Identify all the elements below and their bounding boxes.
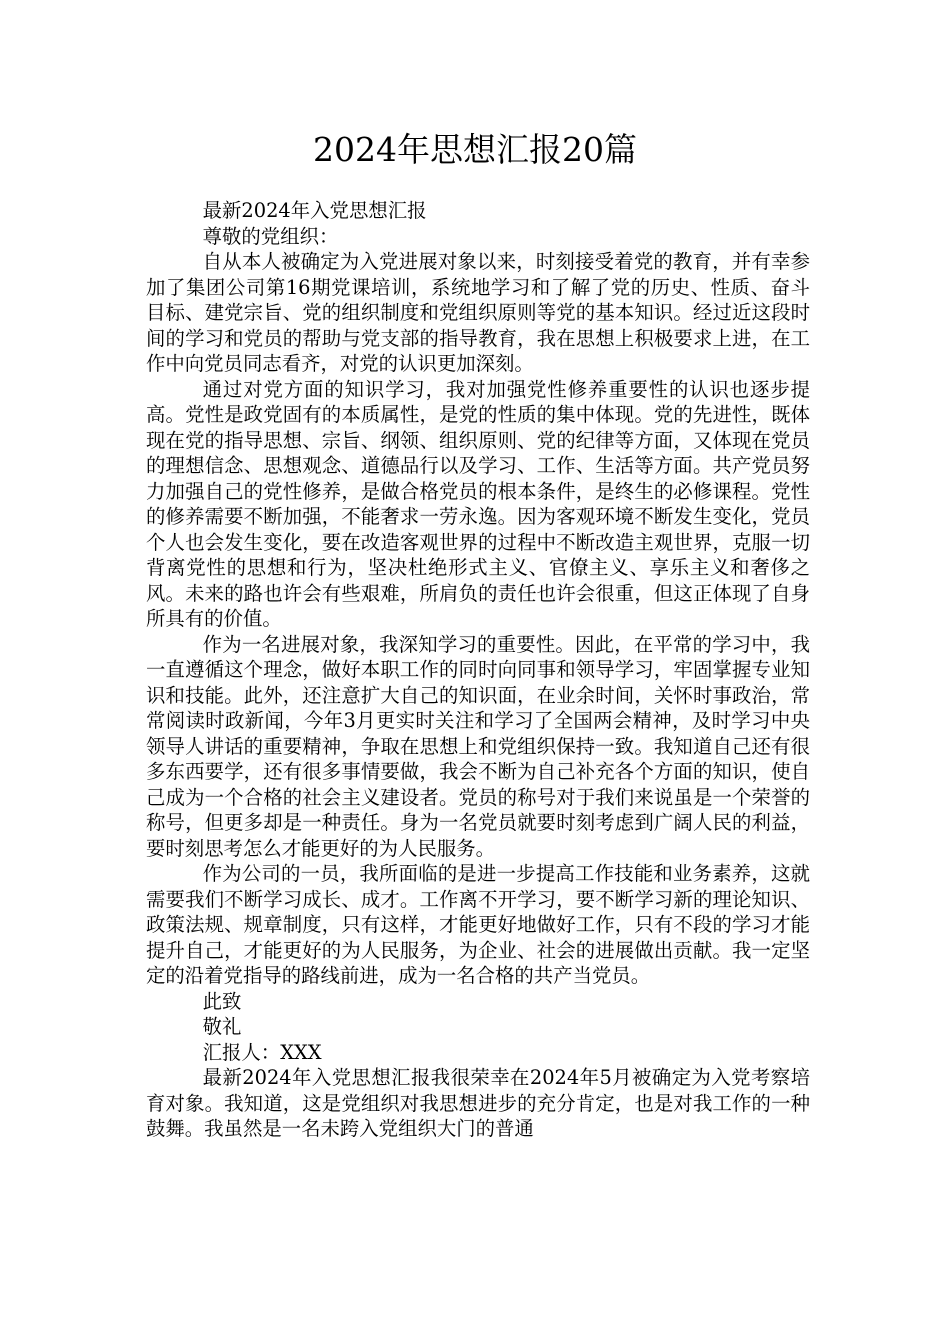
paragraph: 通过对党方面的知识学习，我对加强党性修养重要性的认识也逐步提高。党性是政党固有的本质属性，是党的性质的集中体现。党的先进性，既体现在党的指导思想、宗旨、纲领、组织原则、党的纪律等方面，又体现在党员的理想信念、思想观念、道德品行以及学习、工作、生活等方面。共产党员努力加强自己的党性修养，是做合格党员的根本条件，是终生的必修课程。党性的修养需要不断加强，不能奢求一劳永逸。因为客观环境不断发生变化，党员个人也会发生变化，要在改造客观世界的过程中不断改造主观世界，克服一切背离党性的思想和行为，坚决杜绝形式主义、官僚主义、享乐主义和奢侈之风。未来的路也许会有些艰难，所肩负的责任也许会很重，但这正体现了自身所具有的价值。 [146,377,810,630]
document-title: 2024年思想汇报20篇 [313,130,637,169]
closing-line: 此致 [202,989,242,1013]
signature-line: 汇报人：XXX [202,1040,322,1064]
paragraph: 最新2024年入党思想汇报我很荣幸在2024年5月被确定为入党考察培育对象。我知道，这是党组织对我思想进步的充分肯定，也是对我工作的一种鼓舞。我虽然是一名未跨入党组织大门的普通 [146,1066,810,1140]
paragraph: 作为一名进展对象，我深知学习的重要性。因此，在平常的学习中，我一直遵循这个理念，做好本职工作的同时向同事和领导学习，牢固掌握专业知识和技能。此外，还注意扩大自己的知识面，在业余时间，关怀时事政治，常常阅读时政新闻，今年3月更实时关注和学习了全国两会精神，及时学习中央领导人讲话的重要精神，争取在思想上和党组织保持一致。我知道自己还有很多东西要学，还有很多事情要做，我会不断为自己补充各个方面的知识，使自己成为一个合格的社会主义建设者。党员的称号对于我们来说虽是一个荣誉的称号，但更多却是一种责任。身为一名党员就要时刻考虑到广阔人民的利益，要时刻思考怎么才能更好的为人民服务。 [146,632,810,860]
paragraph: 作为公司的一员，我所面临的是进一步提高工作技能和业务素养，这就需要我们不断学习成长、成才。工作离不开学习，要不断学习新的理论知识、政策法规、规章制度，只有这样，才能更好地做好工作，只有不段的学习才能提升自己，才能更好的为人民服务，为企业、社会的进展做出贡献。我一定坚定的沿着党指导的路线前进，成为一名合格的共产当党员。 [146,862,810,987]
paragraph-salutation: 尊敬的党组织： [202,224,339,248]
paragraph-heading: 最新2024年入党思想汇报 [202,199,427,222]
closing-regards: 敬礼 [202,1015,242,1038]
paragraph: 自从本人被确定为入党进展对象以来，时刻接受着党的教育，并有幸参加了集团公司第16期党课培训，系统地学习和了解了党的历史、性质、奋斗目标、建党宗旨、党的组织制度和党组织原则等党的基本知识。经过近这段时间的学习和党员的帮助与党支部的指导教育，我在思想上积极要求上进，在工作中向党员同志看齐，对党的认识更加深刻。 [146,250,810,375]
document-body [146,198,810,1142]
